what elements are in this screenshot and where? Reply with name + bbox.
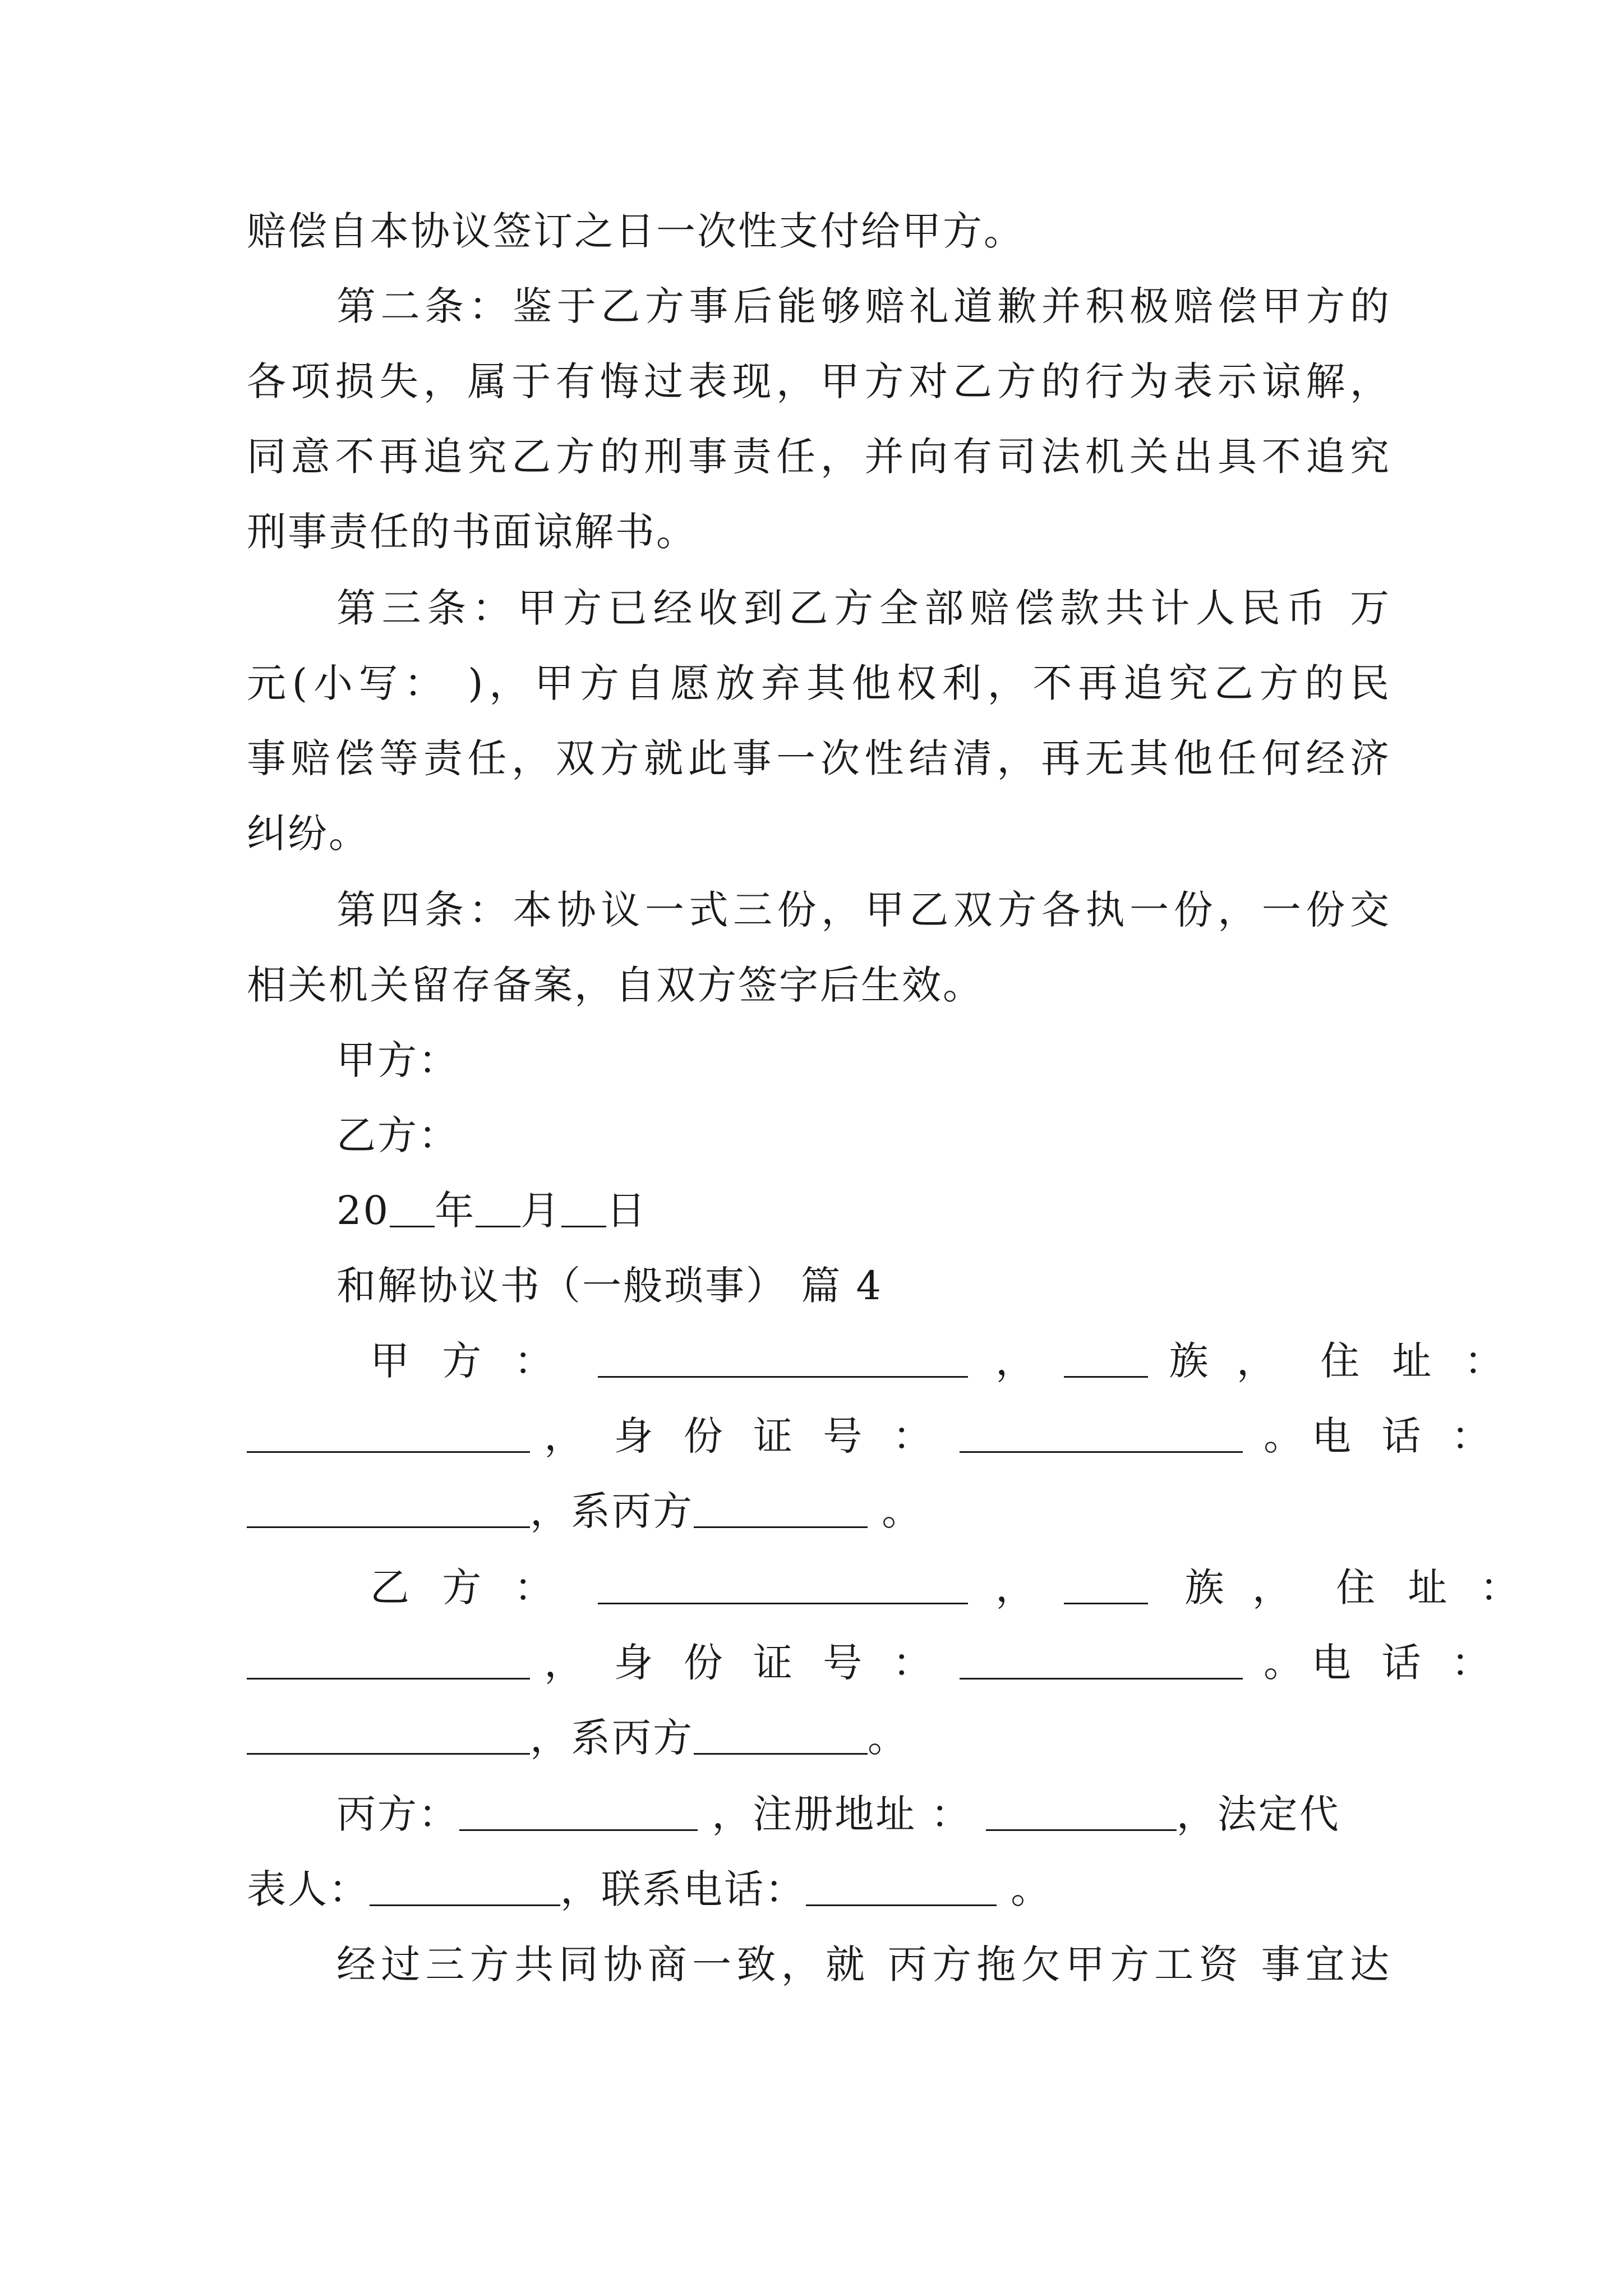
party-a-phone-blank [247, 1490, 530, 1528]
year-blank [390, 1190, 435, 1227]
body-line: 纠纷。 [247, 811, 370, 857]
party-c-line-1 [336, 1786, 1391, 1842]
party-b-line-3 [247, 1710, 1391, 1766]
party-a-address-blank [247, 1415, 530, 1453]
body-line: 刑事责任的书面谅解书。 [247, 509, 697, 555]
party-b-ethnicity-label: 族 ， [1184, 1565, 1299, 1611]
party-b-name-blank [598, 1567, 968, 1604]
party-a-id-blank [960, 1415, 1243, 1453]
article-3-heading-line: 第三条：甲方已经收到乙方全部赔偿款共计人民币 万 [336, 585, 1391, 631]
party-a-line-3 [247, 1483, 1391, 1539]
party-c-contact-label: ，联系电话： [560, 1866, 806, 1912]
body-line: 元(小写： )，甲方自愿放弃其他权利，不再追究乙方的民 [247, 660, 1391, 706]
party-c-address-blank [986, 1793, 1177, 1831]
date-day-label: 日 [606, 1188, 648, 1234]
party-b-line-1 [370, 1559, 1529, 1616]
party-b-relation-label: ，系丙方 [530, 1715, 694, 1761]
party-c-legal-rep-label: ，法定代 [1176, 1791, 1340, 1837]
party-a-relation-label: ，系丙方 [530, 1488, 694, 1534]
party-a-ethnicity-blank [1064, 1340, 1148, 1378]
party-c-label: 丙方： [336, 1791, 459, 1837]
party-a-line-2 [247, 1408, 1500, 1464]
party-a-phone-label: 。电 话 ： [1264, 1413, 1500, 1459]
party-b-address-blank [247, 1642, 530, 1680]
date-prefix: 20 [336, 1188, 390, 1234]
party-b-ethnicity-blank [1064, 1567, 1148, 1604]
party-c-line-2 [247, 1861, 1391, 1917]
party-c-contact-blank [806, 1869, 997, 1906]
date-month-label: 月 [520, 1188, 562, 1234]
party-a-ethnicity-label: 族 ， [1169, 1338, 1284, 1384]
party-c-rep-blank [370, 1869, 560, 1906]
party-b-phone-blank [247, 1717, 530, 1755]
date-line [336, 1182, 1391, 1239]
party-b-id-label: ， 身 份 证 号 ： [544, 1640, 941, 1686]
party-a-line-1 [370, 1333, 1514, 1389]
party-a-signature-label: 甲方： [336, 1037, 459, 1083]
party-b-line-2 [247, 1635, 1500, 1691]
article-2-heading-line: 第二条：鉴于乙方事后能够赔礼道歉并积极赔偿甲方的 [336, 283, 1391, 329]
party-c-rep-label: 表人： [247, 1866, 370, 1912]
party-c-name-blank [459, 1793, 698, 1831]
party-b-comma: ， [995, 1565, 1037, 1611]
party-a-id-label: ， 身 份 证 号 ： [544, 1413, 941, 1459]
party-b-end: 。 [868, 1715, 909, 1761]
party-a-label: 甲 方 ： [370, 1338, 564, 1384]
party-a-end: 。 [868, 1488, 923, 1534]
body-line: 赔偿自本协议签订之日一次性支付给甲方。 [247, 208, 1025, 254]
party-b-id-blank [960, 1642, 1243, 1680]
article-4-heading-line: 第四条：本协议一式三份，甲乙双方各执一份，一份交 [336, 887, 1391, 933]
month-blank [476, 1190, 520, 1227]
party-a-address-label: 住 址 ： [1320, 1338, 1514, 1384]
party-c-end: 。 [997, 1866, 1052, 1912]
body-line: 事赔偿等责任，双方就此事一次性结清，再无其他任何经济 [247, 735, 1391, 781]
party-b-address-label: 住 址 ： [1336, 1565, 1529, 1611]
party-b-relation-blank [694, 1717, 868, 1755]
party-b-label: 乙 方 ： [370, 1565, 564, 1611]
date-year-label: 年 [435, 1188, 476, 1234]
body-line: 各项损失，属于有悔过表现，甲方对乙方的行为表示谅解， [247, 358, 1391, 404]
party-b-signature-label: 乙方： [336, 1112, 459, 1158]
body-line: 同意不再追究乙方的刑事责任，并向有司法机关出具不追究 [247, 434, 1391, 480]
party-b-phone-label: 。电 话 ： [1264, 1640, 1500, 1686]
party-a-comma: ， [995, 1338, 1037, 1384]
section-title: 和解协议书（一般琐事） 篇 4 [336, 1263, 883, 1309]
party-a-relation-blank [694, 1490, 868, 1528]
party-a-name-blank [598, 1340, 968, 1378]
party-c-reg-address-label: ，注册地址 ： [712, 1791, 972, 1837]
day-blank [561, 1190, 606, 1227]
body-line: 经过三方共同协商一致，就 丙方拖欠甲方工资 事宜达 [336, 1941, 1391, 1987]
body-line: 相关机关留存备案，自双方签字后生效。 [247, 962, 984, 1008]
